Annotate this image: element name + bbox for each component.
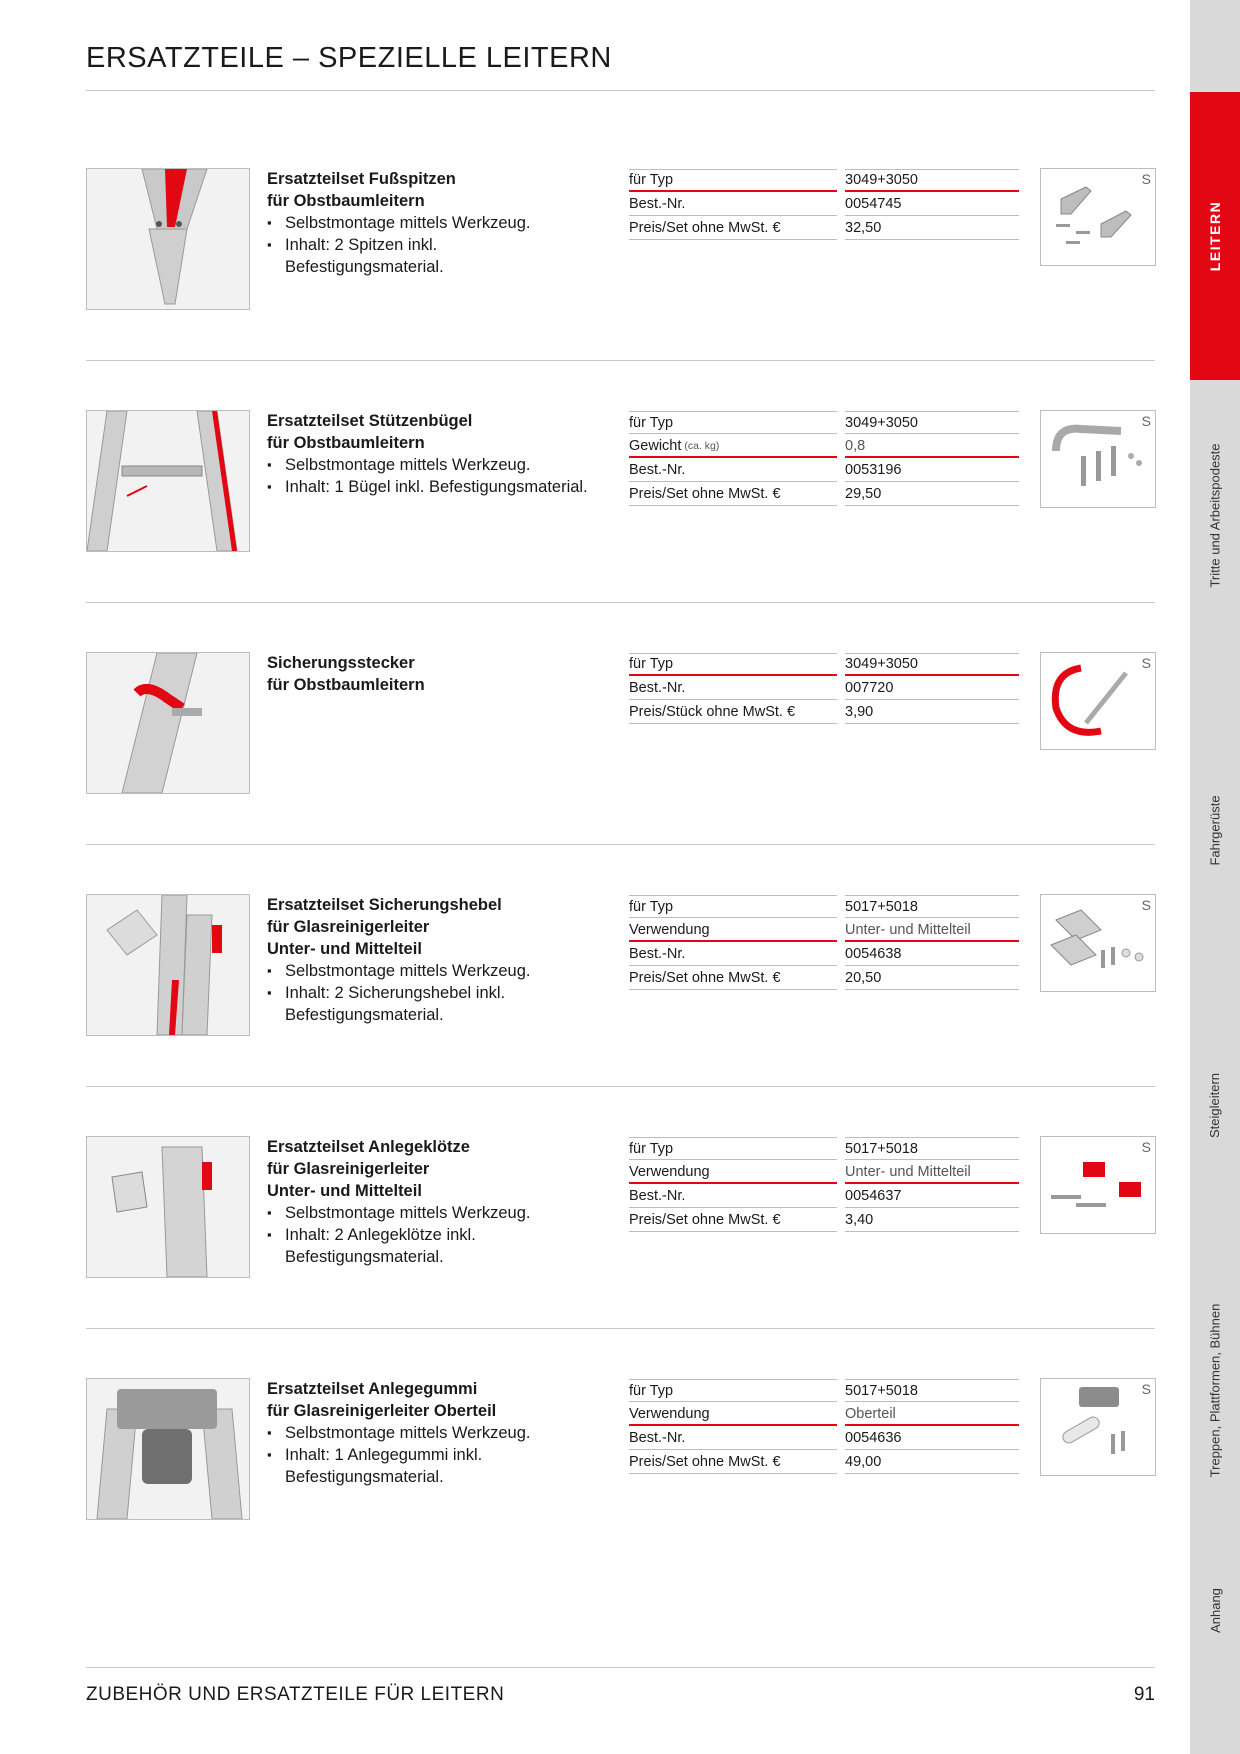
product-section-sicherungsstecker (86, 652, 1155, 832)
product-bullet: ▪ Selbstmontage mittels Werkzeug. (267, 960, 597, 982)
product-name-line: für Obstbaumleitern (267, 434, 425, 452)
spec-table (629, 410, 1019, 506)
product-description (267, 410, 597, 498)
spec-row: Best.-Nr. 0053196 (629, 458, 1019, 482)
side-tab-leitern[interactable]: LEITERN (1190, 92, 1240, 380)
product-bullet: ▪ Inhalt: 2 Anlegeklötze inkl. Befestigungsmaterial. (267, 1224, 597, 1268)
product-name-line: Ersatzteilset Sicherungshebel (267, 896, 502, 914)
side-tab-fahrgerueste[interactable]: Fahrgerüste (1207, 794, 1223, 866)
product-description (267, 168, 597, 278)
product-section-anlegekloetze (86, 1136, 1155, 1316)
section-divider (86, 844, 1155, 845)
footer-divider (86, 1667, 1155, 1668)
product-photo (86, 410, 250, 552)
spec-row: für Typ 3049+3050 (629, 168, 1019, 192)
spec-table (629, 652, 1019, 724)
product-name-line: für Glasreinigerleiter (267, 1160, 430, 1178)
spec-row: für Typ 5017+5018 (629, 1378, 1019, 1402)
size-mark: S (1141, 1381, 1151, 1397)
product-section-fussspitzen (86, 168, 1155, 348)
spec-row: für Typ 5017+5018 (629, 894, 1019, 918)
spec-row: für Typ 3049+3050 (629, 410, 1019, 434)
product-bullet: ▪ Inhalt: 1 Bügel inkl. Befestigungsmaterial. (267, 476, 597, 498)
product-bullet: ▪ Selbstmontage mittels Werkzeug. (267, 454, 597, 476)
product-bullet: ▪ Inhalt: 2 Sicherungshebel inkl. Befestigungsmaterial. (267, 982, 597, 1026)
product-description (267, 894, 597, 1026)
spec-table (629, 168, 1019, 240)
size-mark: S (1141, 1139, 1151, 1155)
product-photo (86, 652, 250, 794)
spec-row: Best.-Nr. 0054745 (629, 192, 1019, 216)
spec-table (629, 1378, 1019, 1474)
side-tab-tritte[interactable]: Tritte und Arbeitspodeste (1207, 442, 1223, 588)
product-photo (86, 1136, 250, 1278)
section-divider (86, 1086, 1155, 1087)
page-title: ERSATZTEILE – SPEZIELLE LEITERN (86, 42, 612, 74)
product-section-sicherungshebel (86, 894, 1155, 1074)
size-mark: S (1141, 171, 1151, 187)
product-name-line: Ersatzteilset Fußspitzen (267, 170, 456, 188)
product-name-line: Unter- und Mittelteil (267, 1182, 422, 1200)
size-mark: S (1141, 413, 1151, 429)
section-divider (86, 602, 1155, 603)
product-bullet: ▪ Inhalt: 2 Spitzen inkl. Befestigungsmaterial. (267, 234, 597, 278)
spec-row: Preis/Stück ohne MwSt. € 3,90 (629, 700, 1019, 724)
product-description (267, 1136, 597, 1268)
product-name-line: Ersatzteilset Anlegeklötze (267, 1138, 470, 1156)
size-mark: S (1141, 897, 1151, 913)
spec-row: Preis/Set ohne MwSt. € 32,50 (629, 216, 1019, 240)
parts-thumbnail (1040, 652, 1156, 750)
parts-thumbnail (1040, 410, 1156, 508)
spec-row: Verwendung Unter- und Mittelteil (629, 918, 1019, 942)
spec-row: für Typ 3049+3050 (629, 652, 1019, 676)
side-navigation (1190, 0, 1240, 1754)
spec-row: Preis/Set ohne MwSt. € 29,50 (629, 482, 1019, 506)
product-bullet: ▪ Selbstmontage mittels Werkzeug. (267, 1422, 597, 1444)
product-section-stuetzenbuegel (86, 410, 1155, 590)
parts-thumbnail (1040, 168, 1156, 266)
spec-row: Best.-Nr. 0054637 (629, 1184, 1019, 1208)
spec-row: Gewicht (ca. kg) 0,8 (629, 434, 1019, 458)
title-divider (86, 90, 1155, 91)
product-description (267, 652, 597, 696)
spec-row: Preis/Set ohne MwSt. € 49,00 (629, 1450, 1019, 1474)
spec-row: Preis/Set ohne MwSt. € 20,50 (629, 966, 1019, 990)
parts-thumbnail (1040, 1378, 1156, 1476)
spec-table (629, 1136, 1019, 1232)
section-divider (86, 1328, 1155, 1329)
spec-row: Verwendung Unter- und Mittelteil (629, 1160, 1019, 1184)
product-name-line: Sicherungsstecker (267, 654, 415, 672)
product-bullet: ▪ Inhalt: 1 Anlegegummi inkl. Befestigungsmaterial. (267, 1444, 597, 1488)
product-name-line: Ersatzteilset Stützenbügel (267, 412, 473, 430)
product-bullet: ▪ Selbstmontage mittels Werkzeug. (267, 212, 597, 234)
product-name-line: für Glasreinigerleiter Oberteil (267, 1402, 497, 1420)
product-photo (86, 168, 250, 310)
product-name-line: Ersatzteilset Anlegegummi (267, 1380, 478, 1398)
product-section-anlegegummi (86, 1378, 1155, 1558)
parts-thumbnail (1040, 1136, 1156, 1234)
spec-row: Verwendung Oberteil (629, 1402, 1019, 1426)
product-photo (86, 894, 250, 1036)
section-divider (86, 360, 1155, 361)
side-tab-steigleitern[interactable]: Steigleitern (1207, 1072, 1223, 1138)
parts-thumbnail (1040, 894, 1156, 992)
footer-title: ZUBEHÖR UND ERSATZTEILE FÜR LEITERN (86, 1684, 505, 1705)
product-description (267, 1378, 597, 1488)
product-name-line: für Obstbaumleitern (267, 192, 425, 210)
product-bullet: ▪ Selbstmontage mittels Werkzeug. (267, 1202, 597, 1224)
spec-table (629, 894, 1019, 990)
side-tab-treppen[interactable]: Treppen, Plattformen, Bühnen (1207, 1303, 1223, 1477)
spec-row: für Typ 5017+5018 (629, 1136, 1019, 1160)
product-name-line: Unter- und Mittelteil (267, 940, 422, 958)
spec-row: Best.-Nr. 0054636 (629, 1426, 1019, 1450)
size-mark: S (1141, 655, 1151, 671)
page-number: 91 (1133, 1684, 1155, 1705)
product-name-line: für Glasreinigerleiter (267, 918, 430, 936)
spec-row: Preis/Set ohne MwSt. € 3,40 (629, 1208, 1019, 1232)
spec-row: Best.-Nr. 007720 (629, 676, 1019, 700)
side-tab-anhang[interactable]: Anhang (1207, 1587, 1223, 1633)
spec-row: Best.-Nr. 0054638 (629, 942, 1019, 966)
product-name-line: für Obstbaumleitern (267, 676, 425, 694)
product-photo (86, 1378, 250, 1520)
